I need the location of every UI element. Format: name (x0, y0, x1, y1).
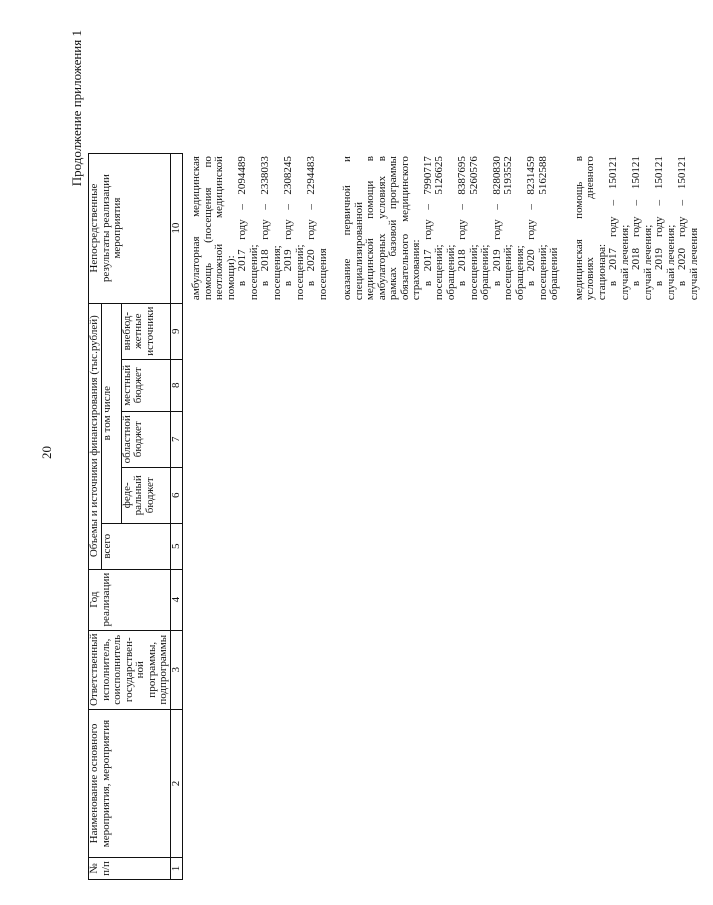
col-number: 3 (170, 630, 183, 709)
program-measures-table (88, 153, 713, 880)
header-measure-name: Наименование основного мероприятия, мероприятия (89, 710, 171, 858)
header-results: Непосредственные результаты реализации мероприятия (89, 153, 171, 303)
result-line: в 2019 году – 150121 случай лечения; (653, 156, 677, 301)
result-line: в 2020 году – 150121 случай лечения (676, 156, 700, 301)
result-line: в 2017 году – 7990717 посещений; 5126625 обращений; (421, 156, 457, 301)
result-lead: амбулаторная медицинская помощь (посещения по неотложной медицинской помощи): (190, 156, 237, 301)
header-federal: феде-ральный бюджет (121, 467, 170, 523)
result-line: в 2018 году – 150121 случай лечения; (630, 156, 654, 301)
col-number: 1 (170, 858, 183, 880)
header-offbudget: внебюд-жетные источники (121, 303, 170, 359)
col-number: 6 (170, 467, 183, 523)
header-total: всего (101, 523, 170, 569)
result-line: в 2018 году – 8387695 посещений; 5260576 обращений; (456, 156, 491, 301)
header-number: № п/п (89, 858, 171, 880)
header-local: местный бюджет (121, 359, 170, 411)
col-number: 9 (170, 303, 183, 359)
result-line: в 2019 году – 2308245 посещений; (282, 156, 306, 301)
header-funding: Объемы и источники финансирования (тыс.рублей) (89, 303, 102, 569)
result-group-ambulatory (191, 156, 329, 300)
col-number: 7 (170, 411, 183, 467)
header-including: в том числе (101, 303, 121, 523)
result-lead: оказание первичной и специализированной медицинской помощи в амбулаторных условиях в рамках базовой программы обязательного медицинского страхования: (341, 156, 422, 301)
col-number: 2 (170, 710, 183, 858)
col-number: 5 (170, 523, 183, 569)
continuation-title: Продолжение приложения 1 (69, 30, 84, 187)
header-year: Год реализации (89, 569, 171, 630)
results-cell (183, 153, 713, 303)
results-row (183, 153, 713, 879)
result-line: в 2019 году – 8280830 посещений; 5193552 обращения; (490, 156, 526, 301)
result-line: в 2020 году – 8231459 посещений; 5162588 обращений (525, 156, 560, 301)
col-number: 10 (170, 153, 183, 303)
result-lead: медицинская помощь в условиях дневного стационара: (572, 156, 608, 301)
result-line: в 2018 году – 2338033 посещения; (259, 156, 283, 301)
result-line: в 2020 году – 2294483 посещения (305, 156, 329, 301)
result-group-day-hospital (574, 156, 701, 300)
header-executor: Ответственный исполнитель, соисполнитель государствен-ной программы, подпрограммы (89, 630, 171, 709)
result-line: в 2017 году – 2094489 посещений; (236, 156, 260, 301)
result-line: в 2017 году – 150121 случай лечения; (607, 156, 631, 301)
col-number: 4 (170, 569, 183, 630)
col-number: 8 (170, 359, 183, 411)
result-group-primary-care (342, 156, 561, 300)
column-number-row (170, 153, 183, 879)
page-number: 20 (39, 446, 54, 459)
header-regional: областной бюджет (121, 411, 170, 467)
rotated-page-content (69, 30, 700, 880)
